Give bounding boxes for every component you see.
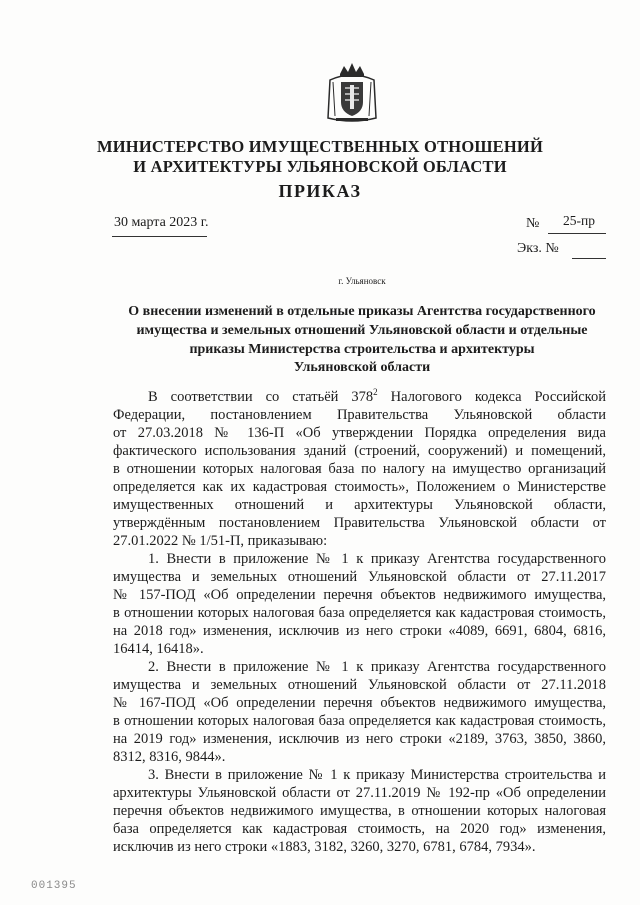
clause-1-line: на 2018 год» изменения, исключив из него строки «4089, 6691, 6804, 6816, bbox=[113, 623, 606, 639]
document-type-title: ПРИКАЗ bbox=[278, 181, 362, 201]
preamble-line: утверждённым постановлением Правительства Ульяновской области от bbox=[113, 515, 606, 531]
order-subject-line: приказы Министерства строительства и архитектуры bbox=[189, 342, 535, 357]
clause-2-line: № 167-ПОД «Об определении перечня объектов недвижимого имущества, bbox=[113, 695, 606, 711]
preamble-line: определяется как их кадастровая стоимость», Положением о Министерстве bbox=[113, 479, 606, 495]
clause-2-line: в отношении которых налоговая база определяется как кадастровая стоимость, bbox=[113, 713, 606, 729]
preamble-line: фактического использования зданий (строений, сооружений) и помещений, bbox=[113, 443, 606, 459]
order-date: 30 марта 2023 г. bbox=[114, 215, 209, 230]
preamble-line: Федерации, постановлением Правительства Ульяновской области bbox=[113, 407, 606, 423]
clause-3-line: исключив из него строки «1883, 3182, 3260, 3270, 6781, 6784, 7934». bbox=[113, 839, 536, 855]
clause-1-line: 1. Внести в приложение № 1 к приказу Агентства государственного bbox=[148, 551, 606, 567]
order-number: 25-пр bbox=[563, 213, 595, 228]
preamble-line: в отношении которых налоговая база по налогу на имущество организаций bbox=[113, 461, 606, 477]
clause-1-line: 16414, 16418». bbox=[113, 641, 204, 657]
order-subject-line: О внесении изменений в отдельные приказы Агентства государственного bbox=[128, 304, 596, 319]
clause-2-line: на 2019 год» изменения, исключив из него строки «2189, 3763, 3850, 3860, bbox=[113, 731, 606, 747]
clause-3-line: архитектуры Ульяновской области от 27.11.2019 № 192-пр «Об определении bbox=[113, 785, 606, 801]
clause-1-line: в отношении которых налоговая база определяется как кадастровая стоимость, bbox=[113, 605, 606, 621]
stamp-code: 001395 bbox=[31, 880, 77, 892]
order-subject-line: Ульяновской области bbox=[293, 360, 431, 375]
clause-2-line: 8312, 8316, 9844». bbox=[113, 749, 226, 765]
clause-3-line: перечня объектов недвижимого имущества, в отношении которых налоговая bbox=[113, 803, 606, 819]
clause-2-line: 2. Внести в приложение № 1 к приказу Агентства государственного bbox=[148, 659, 606, 675]
number-underline bbox=[548, 233, 606, 234]
order-subject-line: имущества и земельных отношений Ульяновской области и отдельные bbox=[136, 323, 588, 338]
clause-3-line: 3. Внести в приложение № 1 к приказу Министерства строительства и bbox=[148, 767, 606, 783]
order-number-sign: № bbox=[526, 216, 540, 231]
ministry-name-line1: МИНИСТЕРСТВО ИМУЩЕСТВЕННЫХ ОТНОШЕНИЙ bbox=[97, 137, 543, 156]
preamble-line: 27.01.2022 № 1/51-П, приказываю: bbox=[113, 533, 328, 549]
clause-3-line: база определяется как кадастровая стоимость, на 2020 год» изменения, bbox=[113, 821, 606, 837]
date-underline bbox=[112, 236, 207, 237]
copy-number-label: Экз. № bbox=[517, 241, 559, 256]
ulyanovsk-coat-of-arms-icon bbox=[326, 60, 378, 126]
city-name: г. Ульяновск bbox=[338, 276, 386, 286]
preamble-line: от 27.03.2018 № 136-П «Об утверждении Порядка определения вида bbox=[113, 425, 606, 441]
clause-1-line: имущества и земельных отношений Ульяновской области от 27.11.2017 bbox=[113, 569, 606, 585]
preamble-line: В соответствии со статьёй $378^2$ Налогового кодекса Российской bbox=[148, 387, 606, 405]
clause-2-line: имущества и земельных отношений Ульяновской области от 27.11.2018 bbox=[113, 677, 606, 693]
preamble-line: имущественных отношений и архитектуры Ульяновской области, bbox=[113, 497, 606, 513]
clause-1-line: № 157-ПОД «Об определении перечня объектов недвижимого имущества, bbox=[113, 587, 606, 603]
ministry-name-line2: И АРХИТЕКТУРЫ УЛЬЯНОВСКОЙ ОБЛАСТИ bbox=[133, 157, 507, 176]
copy-number-underline bbox=[572, 258, 606, 259]
